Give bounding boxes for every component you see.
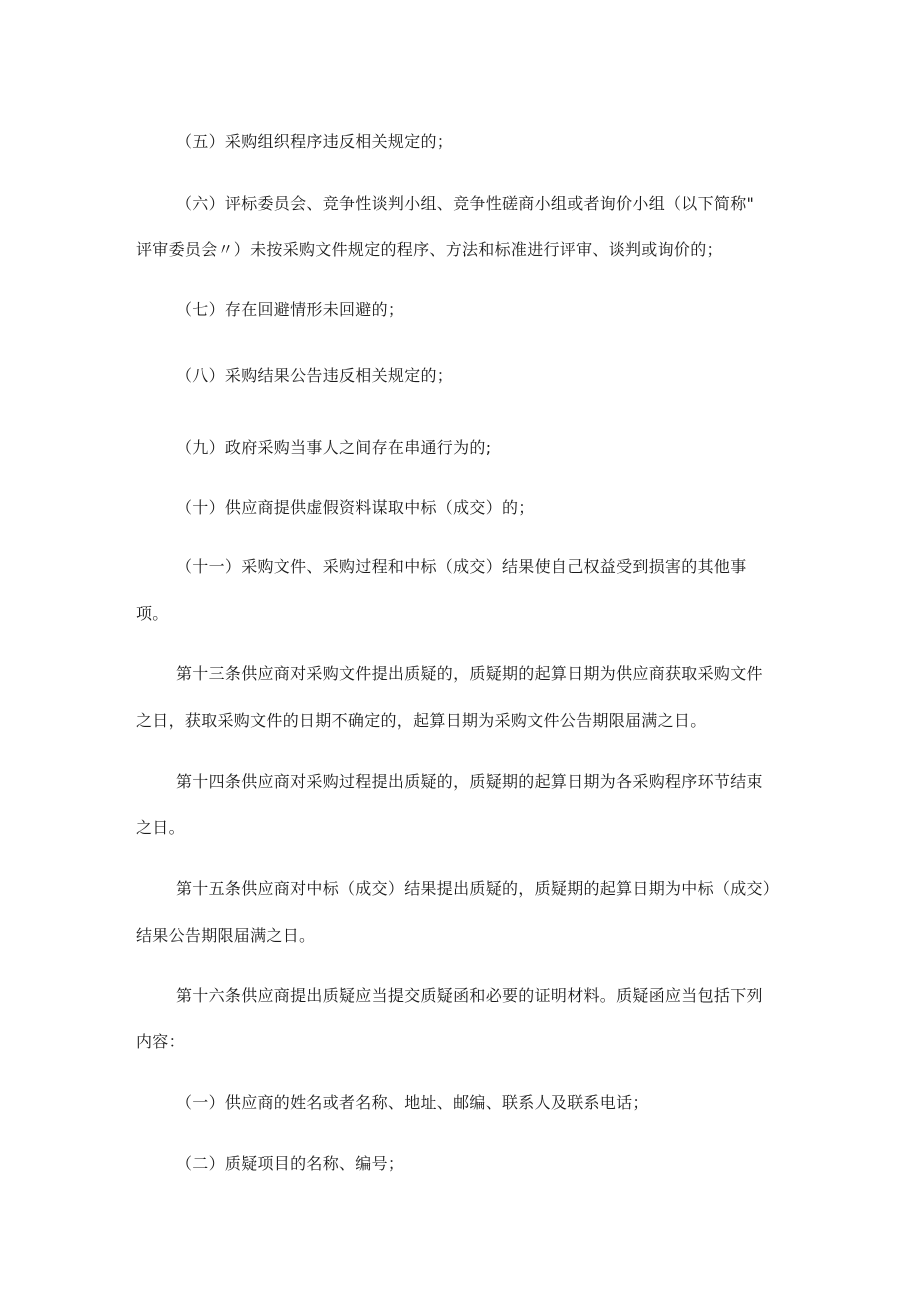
content-item-2: （二）质疑项目的名称、编号； bbox=[176, 1154, 405, 1173]
clause-item-9: （九）政府采购当事人之间存在串通行为的; bbox=[176, 438, 492, 457]
article-16-line-1: 第十六条供应商提出质疑应当提交质疑函和必要的证明材料。质疑函应当包括下列 bbox=[176, 986, 763, 1005]
article-13-line-2: 之日，获取采购文件的日期不确定的，起算日期为采购文件公告期限届满之日。 bbox=[136, 711, 707, 730]
content-item-1: （一）供应商的姓名或者名称、地址、邮编、联系人及联系电话； bbox=[176, 1093, 649, 1112]
clause-item-7: （七）存在回避情形未回避的； bbox=[176, 300, 405, 319]
article-14-line-1: 第十四条供应商对采购过程提出质疑的，质疑期的起算日期为各采购程序环节结束 bbox=[176, 772, 763, 791]
clause-item-5: （五）采购组织程序违反相关规定的； bbox=[176, 132, 454, 151]
article-15-line-1: 第十五条供应商对中标（成交）结果提出质疑的，质疑期的起算日期为中标（成交） bbox=[176, 879, 780, 898]
article-16-line-2: 内容： bbox=[136, 1032, 185, 1051]
clause-item-11-line-1: （十一）采购文件、采购过程和中标（成交）结果使自己权益受到损害的其他事 bbox=[176, 557, 747, 576]
clause-item-10: （十）供应商提供虚假资料谋取中标（成交）的； bbox=[176, 498, 535, 517]
article-13-line-1: 第十三条供应商对采购文件提出质疑的，质疑期的起算日期为供应商获取采购文件 bbox=[176, 664, 763, 683]
article-14-line-2: 之日。 bbox=[136, 818, 185, 837]
clause-item-11-line-2: 项。 bbox=[136, 604, 169, 623]
clause-item-8: （八）采购结果公告违反相关规定的； bbox=[176, 366, 454, 385]
article-15-line-2: 结果公告期限届满之日。 bbox=[136, 926, 316, 945]
clause-item-6-line-2: 评审委员会〃）未按采购文件规定的程序、方法和标准进行评审、谈判或询价的； bbox=[136, 240, 723, 259]
clause-item-6-line-1: （六）评标委员会、竞争性谈判小组、竞争性磋商小组或者询价小组（以下简称" bbox=[176, 194, 755, 213]
